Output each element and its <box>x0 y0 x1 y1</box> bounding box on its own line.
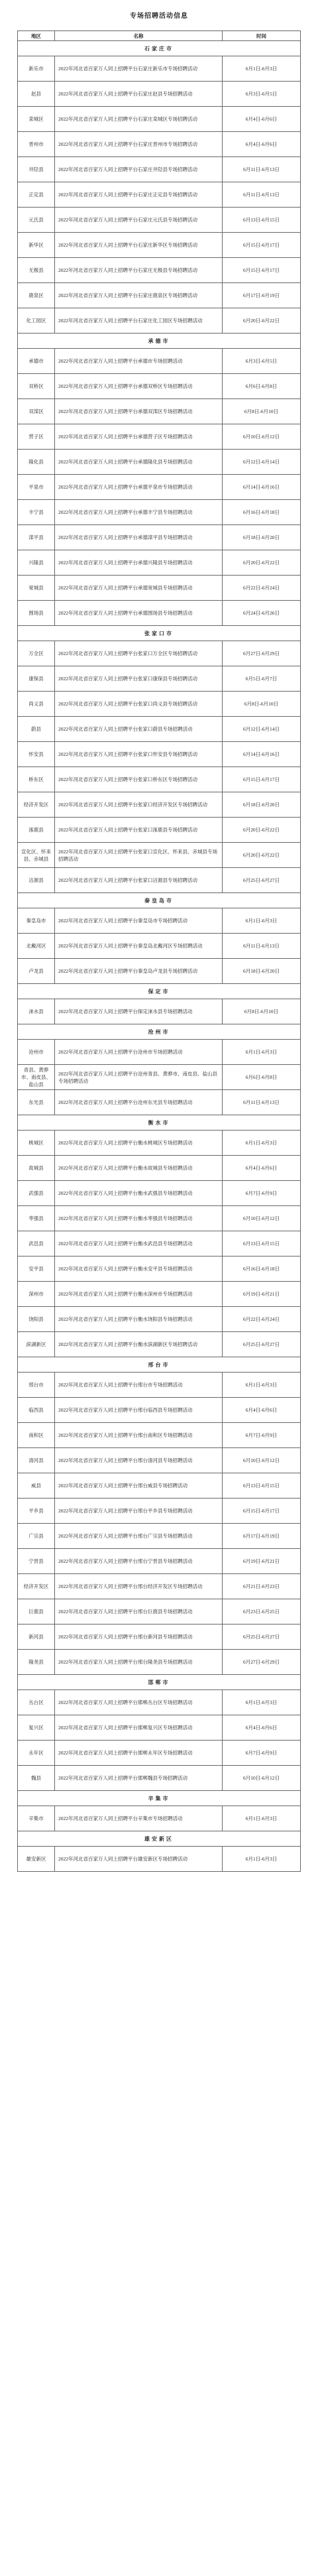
name-cell: 2022年河北省百家万人同上招聘平台张家口沽源县专场招聘活动 <box>55 868 223 893</box>
region-cell: 尚义县 <box>18 692 55 717</box>
section-row <box>18 1357 301 1373</box>
time-cell: 6月11日-6月13日 <box>223 157 301 182</box>
table-row <box>18 82 301 107</box>
time-cell: 6月14日-6月16日 <box>223 475 301 500</box>
table-row <box>18 1741 301 1766</box>
region-cell: 新河县 <box>18 1625 55 1650</box>
region-cell: 武邑县 <box>18 1231 55 1257</box>
region-cell: 宣化区、怀来县、赤城县 <box>18 843 55 868</box>
table-row <box>18 1257 301 1282</box>
name-cell: 2022年河北省百家万人同上招聘平台邢台宁晋县专场招聘活动 <box>55 1549 223 1574</box>
section-row <box>18 893 301 908</box>
table-row <box>18 1473 301 1499</box>
time-cell: 6月4日-6月6日 <box>223 132 301 157</box>
region-cell: 饶阳县 <box>18 1307 55 1332</box>
section-row <box>18 41 301 56</box>
time-cell: 6月10日-6月12日 <box>223 1206 301 1231</box>
name-cell: 2022年河北省百家万人同上招聘平台承德隆化县专场招聘活动 <box>55 450 223 475</box>
time-cell: 6月1日-6月3日 <box>223 1806 301 1831</box>
region-cell: 巨鹿县 <box>18 1599 55 1625</box>
time-cell: 6月7日-6月9日 <box>223 1423 301 1448</box>
region-cell: 辛集市 <box>18 1806 55 1831</box>
name-cell: 2022年河北省百家万人同上招聘平台秦皇岛卢龙县专场招聘活动 <box>55 959 223 984</box>
table-row <box>18 818 301 843</box>
region-cell: 故城县 <box>18 1156 55 1181</box>
name-cell: 2022年河北省百家万人同上招聘平台邢台临西县专场招聘活动 <box>55 1398 223 1423</box>
table-row <box>18 1398 301 1423</box>
name-cell: 2022年河北省百家万人同上招聘平台衡水滨湖新区专场招聘活动 <box>55 1332 223 1357</box>
region-cell: 安平县 <box>18 1257 55 1282</box>
section-title: 雄安新区 <box>18 1831 301 1847</box>
region-cell: 永年区 <box>18 1741 55 1766</box>
name-cell: 2022年河北省百家万人同上招聘平台沧州东光县专场招聘活动 <box>55 1090 223 1115</box>
table-row <box>18 1332 301 1357</box>
table-row <box>18 308 301 334</box>
region-cell: 清河县 <box>18 1448 55 1473</box>
name-cell: 2022年河北省百家万人同上招聘平台邢台新河县专场招聘活动 <box>55 1625 223 1650</box>
time-cell: 6月18日-6月20日 <box>223 525 301 550</box>
time-cell: 6月15日-6月17日 <box>223 233 301 258</box>
time-cell: 6月1日-6月3日 <box>223 1131 301 1156</box>
name-cell: 2022年河北省百家万人同上招聘平台承德丰宁县专场招聘活动 <box>55 500 223 525</box>
name-cell: 2022年河北省百家万人同上招聘平台石家庄正定县专场招聘活动 <box>55 182 223 208</box>
name-cell: 2022年河北省百家万人同上招聘平台衡水枣强县专场招聘活动 <box>55 1206 223 1231</box>
section-title: 邯郸市 <box>18 1675 301 1690</box>
name-cell: 2022年河北省百家万人同上招聘平台张家口宣化区、怀来县、赤城县专场招聘活动 <box>55 843 223 868</box>
name-cell: 2022年河北省百家万人同上招聘平台秦皇岛市专场招聘活动 <box>55 908 223 934</box>
table-row <box>18 742 301 767</box>
time-cell: 6月4日-6月6日 <box>223 107 301 132</box>
time-cell: 6月25日-6月27日 <box>223 1332 301 1357</box>
section-row <box>18 1115 301 1131</box>
time-cell: 6月16日-6月18日 <box>223 1257 301 1282</box>
region-cell: 涿鹿县 <box>18 818 55 843</box>
table-row <box>18 157 301 182</box>
region-cell: 隆尧县 <box>18 1650 55 1675</box>
name-cell: 2022年河北省百家万人同上招聘平台石家庄井陉县专场招聘活动 <box>55 157 223 182</box>
region-cell: 营子区 <box>18 424 55 450</box>
name-cell: 2022年河北省百家万人同上招聘平台承德滦平县专场招聘活动 <box>55 525 223 550</box>
time-cell: 6月11日-6月13日 <box>223 182 301 208</box>
name-cell: 2022年河北省百家万人同上招聘平台承德双桥区专场招聘活动 <box>55 374 223 399</box>
time-cell: 6月17日-6月19日 <box>223 1524 301 1549</box>
name-cell: 2022年河北省百家万人同上招聘平台张家口怀安县专场招聘活动 <box>55 742 223 767</box>
table-row <box>18 1574 301 1599</box>
time-cell: 6月23日-6月25日 <box>223 1599 301 1625</box>
name-cell: 2022年河北省百家万人同上招聘平台邢台隆尧县专场招聘活动 <box>55 1650 223 1675</box>
region-cell: 平泉市 <box>18 475 55 500</box>
name-cell: 2022年河北省百家万人同上招聘平台辛集市专场招聘活动 <box>55 1806 223 1831</box>
time-cell: 6月12日-6月14日 <box>223 450 301 475</box>
table-row <box>18 1282 301 1307</box>
time-cell: 6月20日-6月22日 <box>223 308 301 334</box>
time-cell: 6月10日-6月12日 <box>223 1766 301 1791</box>
name-cell: 2022年河北省百家万人同上招聘平台衡水武强县专场招聘活动 <box>55 1181 223 1206</box>
name-cell: 2022年河北省百家万人同上招聘平台承德围场县专场招聘活动 <box>55 601 223 626</box>
time-cell: 6月13日-6月15日 <box>223 1231 301 1257</box>
time-cell: 6月18日-6月20日 <box>223 792 301 818</box>
name-cell: 2022年河北省百家万人同上招聘平台张家口涿鹿县专场招聘活动 <box>55 818 223 843</box>
table-row <box>18 1806 301 1831</box>
name-cell: 2022年河北省百家万人同上招聘平台邢台经济开发区专场招聘活动 <box>55 1574 223 1599</box>
name-cell: 2022年河北省百家万人同上招聘平台承德平泉市专场招聘活动 <box>55 475 223 500</box>
region-cell: 经济开发区 <box>18 1574 55 1599</box>
time-cell: 6月1日-6月3日 <box>223 908 301 934</box>
region-cell: 雄安新区 <box>18 1847 55 1872</box>
name-cell: 2022年河北省百家万人同上招聘平台张家口康保县专场招聘活动 <box>55 666 223 692</box>
table-row <box>18 692 301 717</box>
region-cell: 南和区 <box>18 1423 55 1448</box>
region-cell: 滨湖新区 <box>18 1332 55 1357</box>
name-cell: 2022年河北省百家万人同上招聘平台保定涞水县专场招聘活动 <box>55 999 223 1024</box>
name-cell: 2022年河北省百家万人同上招聘平台衡水饶阳县专场招聘活动 <box>55 1307 223 1332</box>
region-cell: 正定县 <box>18 182 55 208</box>
table-row <box>18 1650 301 1675</box>
name-cell: 2022年河北省百家万人同上招聘平台邢台市专场招聘活动 <box>55 1373 223 1398</box>
name-cell: 2022年河北省百家万人同上招聘平台邢台清河县专场招聘活动 <box>55 1448 223 1473</box>
name-cell: 2022年河北省百家万人同上招聘平台衡水武邑县专场招聘活动 <box>55 1231 223 1257</box>
table-header-row <box>18 31 301 41</box>
section-row <box>18 1791 301 1806</box>
name-cell: 2022年河北省百家万人同上招聘平台邢台巨鹿县专场招聘活动 <box>55 1599 223 1625</box>
name-cell: 2022年河北省百家万人同上招聘平台石家庄鹿泉区专场招聘活动 <box>55 283 223 308</box>
time-cell: 6月8日-6月10日 <box>223 999 301 1024</box>
name-cell: 2022年河北省百家万人同上招聘平台承德营子区专场招聘活动 <box>55 424 223 450</box>
time-cell: 6月7日-6月9日 <box>223 1741 301 1766</box>
table-row <box>18 1373 301 1398</box>
time-cell: 6月8日-6月10日 <box>223 692 301 717</box>
name-cell: 2022年河北省百家万人同上招聘平台邯郸丛台区专场招聘活动 <box>55 1690 223 1715</box>
time-cell: 6月3日-6月5日 <box>223 82 301 107</box>
name-cell: 2022年河北省百家万人同上招聘平台承德双滦区专场招聘活动 <box>55 399 223 424</box>
time-cell: 6月10日-6月12日 <box>223 1448 301 1473</box>
table-row <box>18 1231 301 1257</box>
region-cell: 青县、黄骅市、南皮县、盐山县 <box>18 1065 55 1090</box>
table-row <box>18 349 301 374</box>
table-row <box>18 717 301 742</box>
section-title: 承德市 <box>18 334 301 349</box>
time-cell: 6月25日-6月27日 <box>223 1625 301 1650</box>
table-row <box>18 525 301 550</box>
region-cell: 无极县 <box>18 258 55 283</box>
region-cell: 围场县 <box>18 601 55 626</box>
region-cell: 滦平县 <box>18 525 55 550</box>
region-cell: 栾城区 <box>18 107 55 132</box>
name-cell: 2022年河北省百家万人同上招聘平台衡水安平县专场招聘活动 <box>55 1257 223 1282</box>
name-cell: 2022年河北省百家万人同上招聘平台石家庄栾城区专场招聘活动 <box>55 107 223 132</box>
name-cell: 2022年河北省百家万人同上招聘平台邢台威县专场招聘活动 <box>55 1473 223 1499</box>
region-cell: 武强县 <box>18 1181 55 1206</box>
name-cell: 2022年河北省百家万人同上招聘平台秦皇岛北戴河区专场招聘活动 <box>55 934 223 959</box>
section-title: 张家口市 <box>18 626 301 641</box>
table-row <box>18 1766 301 1791</box>
name-cell: 2022年河北省百家万人同上招聘平台邢台平乡县专场招聘活动 <box>55 1499 223 1524</box>
table-row <box>18 550 301 576</box>
section-title: 秦皇岛市 <box>18 893 301 908</box>
region-cell: 康保县 <box>18 666 55 692</box>
time-cell: 6月4日-6月6日 <box>223 1156 301 1181</box>
recruitment-table <box>17 31 301 1872</box>
table-row <box>18 208 301 233</box>
time-cell: 6月1日-6月3日 <box>223 56 301 82</box>
time-cell: 6月1日-6月3日 <box>223 1690 301 1715</box>
table-row <box>18 1690 301 1715</box>
table-row <box>18 666 301 692</box>
time-cell: 6月12日-6月14日 <box>223 717 301 742</box>
time-cell: 6月1日-6月3日 <box>223 1847 301 1872</box>
table-row <box>18 1715 301 1741</box>
time-cell: 6月24日-6月26日 <box>223 601 301 626</box>
table-row <box>18 1625 301 1650</box>
time-cell: 6月4日-6月6日 <box>223 1715 301 1741</box>
time-cell: 6月20日-6月22日 <box>223 550 301 576</box>
region-cell: 卢龙县 <box>18 959 55 984</box>
time-cell: 6月22日-6月24日 <box>223 1307 301 1332</box>
region-cell: 晋州市 <box>18 132 55 157</box>
name-cell: 2022年河北省百家万人同上招聘平台承德宽城县专场招聘活动 <box>55 576 223 601</box>
section-row <box>18 1675 301 1690</box>
region-cell: 广宗县 <box>18 1524 55 1549</box>
time-cell: 6月1日-6月3日 <box>223 1040 301 1065</box>
table-row <box>18 424 301 450</box>
table-row <box>18 934 301 959</box>
table-row <box>18 1040 301 1065</box>
time-cell: 6月6日-6月8日 <box>223 374 301 399</box>
table-row <box>18 767 301 792</box>
table-row <box>18 999 301 1024</box>
table-row <box>18 1156 301 1181</box>
table-row <box>18 1524 301 1549</box>
region-cell: 沽源县 <box>18 868 55 893</box>
region-cell: 枣强县 <box>18 1206 55 1231</box>
region-cell: 双滦区 <box>18 399 55 424</box>
name-cell: 2022年河北省百家万人同上招聘平台承德兴隆县专场招聘活动 <box>55 550 223 576</box>
table-row <box>18 843 301 868</box>
time-cell: 6月15日-6月17日 <box>223 767 301 792</box>
time-cell: 6月19日-6月21日 <box>223 1549 301 1574</box>
section-title: 邢台市 <box>18 1357 301 1373</box>
region-cell: 经济开发区 <box>18 792 55 818</box>
section-row <box>18 1831 301 1847</box>
section-row <box>18 334 301 349</box>
table-row <box>18 258 301 283</box>
table-row <box>18 1423 301 1448</box>
region-cell: 平乡县 <box>18 1499 55 1524</box>
name-cell: 2022年河北省百家万人同上招聘平台衡水深州市专场招聘活动 <box>55 1282 223 1307</box>
table-row <box>18 1131 301 1156</box>
region-cell: 承德市 <box>18 349 55 374</box>
section-title: 石家庄市 <box>18 41 301 56</box>
table-row <box>18 959 301 984</box>
region-cell: 涞水县 <box>18 999 55 1024</box>
region-cell: 双桥区 <box>18 374 55 399</box>
region-cell: 复兴区 <box>18 1715 55 1741</box>
table-row <box>18 1549 301 1574</box>
table-row <box>18 1206 301 1231</box>
region-cell: 北戴河区 <box>18 934 55 959</box>
time-cell: 6月7日-6月9日 <box>223 1181 301 1206</box>
name-cell: 2022年河北省百家万人同上招聘平台石家庄无极县专场招聘活动 <box>55 258 223 283</box>
table-row <box>18 399 301 424</box>
name-cell: 2022年河北省百家万人同上招聘平台石家庄新华区专场招聘活动 <box>55 233 223 258</box>
region-cell: 宁晋县 <box>18 1549 55 1574</box>
time-cell: 6月25日-6月27日 <box>223 868 301 893</box>
time-cell: 6月10日-6月12日 <box>223 424 301 450</box>
region-cell: 邢台市 <box>18 1373 55 1398</box>
time-cell: 6月6日-6月8日 <box>223 1065 301 1090</box>
section-title: 衡水市 <box>18 1115 301 1131</box>
table-row <box>18 576 301 601</box>
region-cell: 蔚县 <box>18 717 55 742</box>
time-cell: 6月21日-6月23日 <box>223 1574 301 1599</box>
table-body <box>18 41 301 1872</box>
table-row <box>18 908 301 934</box>
time-cell: 6月13日-6月15日 <box>223 208 301 233</box>
time-cell: 6月16日-6月18日 <box>223 500 301 525</box>
time-cell: 6月20日-6月22日 <box>223 818 301 843</box>
time-cell: 6月22日-6月24日 <box>223 576 301 601</box>
section-title: 沧州市 <box>18 1024 301 1040</box>
region-cell: 威县 <box>18 1473 55 1499</box>
region-cell: 万全区 <box>18 641 55 666</box>
time-cell: 6月27日-6月29日 <box>223 1650 301 1675</box>
region-cell: 秦皇岛市 <box>18 908 55 934</box>
time-cell: 6月20日-6月22日 <box>223 843 301 868</box>
time-cell: 6月15日-6月17日 <box>223 258 301 283</box>
table-row <box>18 792 301 818</box>
name-cell: 2022年河北省百家万人同上招聘平台张家口桥东区专场招聘活动 <box>55 767 223 792</box>
section-title: 辛集市 <box>18 1791 301 1806</box>
header-name: 名称 <box>55 31 223 41</box>
time-cell: 6月17日-6月19日 <box>223 283 301 308</box>
name-cell: 2022年河北省百家万人同上招聘平台张家口尚义县专场招聘活动 <box>55 692 223 717</box>
name-cell: 2022年河北省百家万人同上招聘平台承德市专场招聘活动 <box>55 349 223 374</box>
time-cell: 6月3日-6月5日 <box>223 349 301 374</box>
region-cell: 兴隆县 <box>18 550 55 576</box>
time-cell: 6月15日-6月17日 <box>223 1499 301 1524</box>
time-cell: 6月27日-6月29日 <box>223 641 301 666</box>
table-row <box>18 182 301 208</box>
name-cell: 2022年河北省百家万人同上招聘平台邢台南和区专场招聘活动 <box>55 1423 223 1448</box>
name-cell: 2022年河北省百家万人同上招聘平台石家庄元氏县专场招聘活动 <box>55 208 223 233</box>
region-cell: 桃城区 <box>18 1131 55 1156</box>
table-row <box>18 132 301 157</box>
region-cell: 宽城县 <box>18 576 55 601</box>
region-cell: 桥东区 <box>18 767 55 792</box>
region-cell: 赵县 <box>18 82 55 107</box>
region-cell: 新华区 <box>18 233 55 258</box>
table-row <box>18 107 301 132</box>
section-row <box>18 1024 301 1040</box>
table-row <box>18 601 301 626</box>
name-cell: 2022年河北省百家万人同上招聘平台沧州市专场招聘活动 <box>55 1040 223 1065</box>
table-row <box>18 1090 301 1115</box>
section-row <box>18 626 301 641</box>
region-cell: 丰宁县 <box>18 500 55 525</box>
time-cell: 6月1日-6月3日 <box>223 1373 301 1398</box>
name-cell: 2022年河北省百家万人同上招聘平台石家庄赵县专场招聘活动 <box>55 82 223 107</box>
name-cell: 2022年河北省百家万人同上招聘平台张家口蔚县专场招聘活动 <box>55 717 223 742</box>
table-row <box>18 475 301 500</box>
name-cell: 2022年河北省百家万人同上招聘平台邯郸永年区专场招聘活动 <box>55 1741 223 1766</box>
header-region: 地区 <box>18 31 55 41</box>
name-cell: 2022年河北省百家万人同上招聘平台张家口万全区专场招聘活动 <box>55 641 223 666</box>
table-row <box>18 1181 301 1206</box>
region-cell: 怀安县 <box>18 742 55 767</box>
name-cell: 2022年河北省百家万人同上招聘平台张家口经济开发区专场招聘活动 <box>55 792 223 818</box>
region-cell: 魏县 <box>18 1766 55 1791</box>
name-cell: 2022年河北省百家万人同上招聘平台石家庄化工园区专场招聘活动 <box>55 308 223 334</box>
name-cell: 2022年河北省百家万人同上招聘平台邢台广宗县专场招聘活动 <box>55 1524 223 1549</box>
region-cell: 化工园区 <box>18 308 55 334</box>
table-row <box>18 233 301 258</box>
time-cell: 6月14日-6月16日 <box>223 742 301 767</box>
region-cell: 隆化县 <box>18 450 55 475</box>
name-cell: 2022年河北省百家万人同上招聘平台沧州青县、黄骅市、南皮县、盐山县专场招聘活动 <box>55 1065 223 1090</box>
table-row <box>18 1847 301 1872</box>
name-cell: 2022年河北省百家万人同上招聘平台邯郸魏县专场招聘活动 <box>55 1766 223 1791</box>
region-cell: 沧州市 <box>18 1040 55 1065</box>
region-cell: 东光县 <box>18 1090 55 1115</box>
page-title: 专场招聘活动信息 <box>130 13 188 20</box>
table-row <box>18 1448 301 1473</box>
name-cell: 2022年河北省百家万人同上招聘平台石家庄晋州市专场招聘活动 <box>55 132 223 157</box>
table-row <box>18 641 301 666</box>
region-cell: 深州市 <box>18 1282 55 1307</box>
time-cell: 6月11日-6月13日 <box>223 934 301 959</box>
name-cell: 2022年河北省百家万人同上招聘平台邯郸复兴区专场招聘活动 <box>55 1715 223 1741</box>
name-cell: 2022年河北省百家万人同上招聘平台石家庄新乐市专场招聘活动 <box>55 56 223 82</box>
section-title: 保定市 <box>18 984 301 999</box>
table-row <box>18 374 301 399</box>
table-row <box>18 1599 301 1625</box>
section-row <box>18 984 301 999</box>
region-cell: 丛台区 <box>18 1690 55 1715</box>
region-cell: 鹿泉区 <box>18 283 55 308</box>
table-row <box>18 1307 301 1332</box>
header-time: 时间 <box>223 31 301 41</box>
table-row <box>18 1499 301 1524</box>
region-cell: 井陉县 <box>18 157 55 182</box>
table-row <box>18 450 301 475</box>
name-cell: 2022年河北省百家万人同上招聘平台衡水桃城区专场招聘活动 <box>55 1131 223 1156</box>
name-cell: 2022年河北省百家万人同上招聘平台衡水故城县专场招聘活动 <box>55 1156 223 1181</box>
region-cell: 新乐市 <box>18 56 55 82</box>
region-cell: 元氏县 <box>18 208 55 233</box>
time-cell: 6月11日-6月13日 <box>223 1090 301 1115</box>
time-cell: 6月5日-6月7日 <box>223 666 301 692</box>
table-row <box>18 1065 301 1090</box>
time-cell: 6月19日-6月21日 <box>223 1282 301 1307</box>
time-cell: 6月13日-6月15日 <box>223 1473 301 1499</box>
table-row <box>18 500 301 525</box>
region-cell: 临西县 <box>18 1398 55 1423</box>
table-row <box>18 56 301 82</box>
name-cell: 2022年河北省百家万人同上招聘平台雄安新区专场招聘活动 <box>55 1847 223 1872</box>
time-cell: 6月4日-6月6日 <box>223 1398 301 1423</box>
time-cell: 6月18日-6月20日 <box>223 959 301 984</box>
table-row <box>18 868 301 893</box>
table-row <box>18 283 301 308</box>
time-cell: 6月8日-6月10日 <box>223 399 301 424</box>
